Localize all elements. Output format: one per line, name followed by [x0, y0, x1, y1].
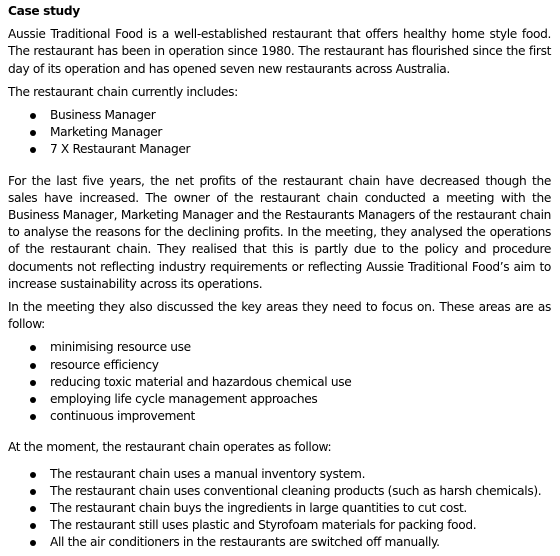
bullet-icon — [30, 472, 36, 478]
operations-intro-text: At the moment, the restaurant chain operates as follow: — [8, 440, 332, 455]
list-item — [8, 500, 551, 517]
case-study-heading: Case study — [8, 4, 80, 18]
list-item — [8, 374, 551, 391]
bullet-icon — [30, 113, 36, 119]
list-item — [8, 357, 551, 374]
list-item — [8, 466, 551, 483]
chain-intro-text: The restaurant chain currently includes: — [8, 84, 238, 99]
focus-areas-list — [8, 339, 551, 425]
list-item — [8, 339, 551, 356]
list-item — [8, 517, 551, 534]
list-item-text: The restaurant chain uses conventional cleaning products (such as harsh chemicals). — [50, 483, 542, 498]
bullet-icon — [30, 523, 36, 529]
list-item-text: All the air conditioners in the restaurants are switched off manually. — [50, 535, 440, 550]
list-item-text: employing life cycle management approaches — [50, 392, 318, 407]
bullet-icon — [30, 414, 36, 420]
list-item-text: The restaurant chain buys the ingredients in large quantities to cut cost. — [50, 501, 467, 516]
list-item-text: The restaurant still uses plastic and Styrofoam materials for packing food. — [50, 518, 477, 533]
list-item-text: 7 X Restaurant Manager — [50, 142, 191, 157]
profits-paragraph: For the last five years, the net profits of the restaurant chain have decreased though the sales have increased. The owner of the restaurant chain conducted a meeting with the Business Manager, Marketing Manager and the Restaurants Managers of the restaurant chain to analyse the reasons for the declining profits. In the meeting, they analysed the operations of the restaurant chain. They realised that this is partly due to the policy and procedure documents not reflecting industry requirements or reflecting Aussie Traditional Food’s aim to increase sustainability across its operations. — [8, 173, 551, 291]
list-item-text: reducing toxic material and hazardous chemical use — [50, 374, 352, 389]
list-item — [8, 534, 551, 551]
bullet-icon — [30, 130, 36, 136]
list-item-text: Business Manager — [50, 108, 156, 123]
bullet-icon — [30, 363, 36, 369]
list-item — [8, 107, 551, 124]
list-item-text: The restaurant chain uses a manual inventory system. — [50, 466, 366, 481]
list-item — [8, 483, 551, 500]
bullet-icon — [30, 397, 36, 403]
bullet-icon — [30, 380, 36, 386]
list-item-text: Marketing Manager — [50, 125, 163, 140]
chain-members-list — [8, 107, 551, 159]
bullet-icon — [30, 540, 36, 546]
list-item — [8, 408, 551, 425]
intro-paragraph: Aussie Traditional Food is a well-established restaurant that offers healthy home style food. The restaurant has been in operation since 1980. The restaurant has flourished since the first day of its operation and has opened seven new restaurants across Australia. — [8, 27, 551, 76]
list-item-text: continuous improvement — [50, 409, 195, 424]
operations-list — [8, 466, 551, 552]
list-item — [8, 391, 551, 408]
bullet-icon — [30, 506, 36, 512]
list-item — [8, 141, 551, 158]
list-item-text: minimising resource use — [50, 340, 191, 355]
bullet-icon — [30, 489, 36, 495]
focus-intro-text: In the meeting they also discussed the key areas they need to focus on. These areas are as follow: — [8, 300, 551, 332]
bullet-icon — [30, 345, 36, 351]
list-item — [8, 124, 551, 141]
list-item-text: resource efficiency — [50, 357, 159, 372]
bullet-icon — [30, 147, 36, 153]
